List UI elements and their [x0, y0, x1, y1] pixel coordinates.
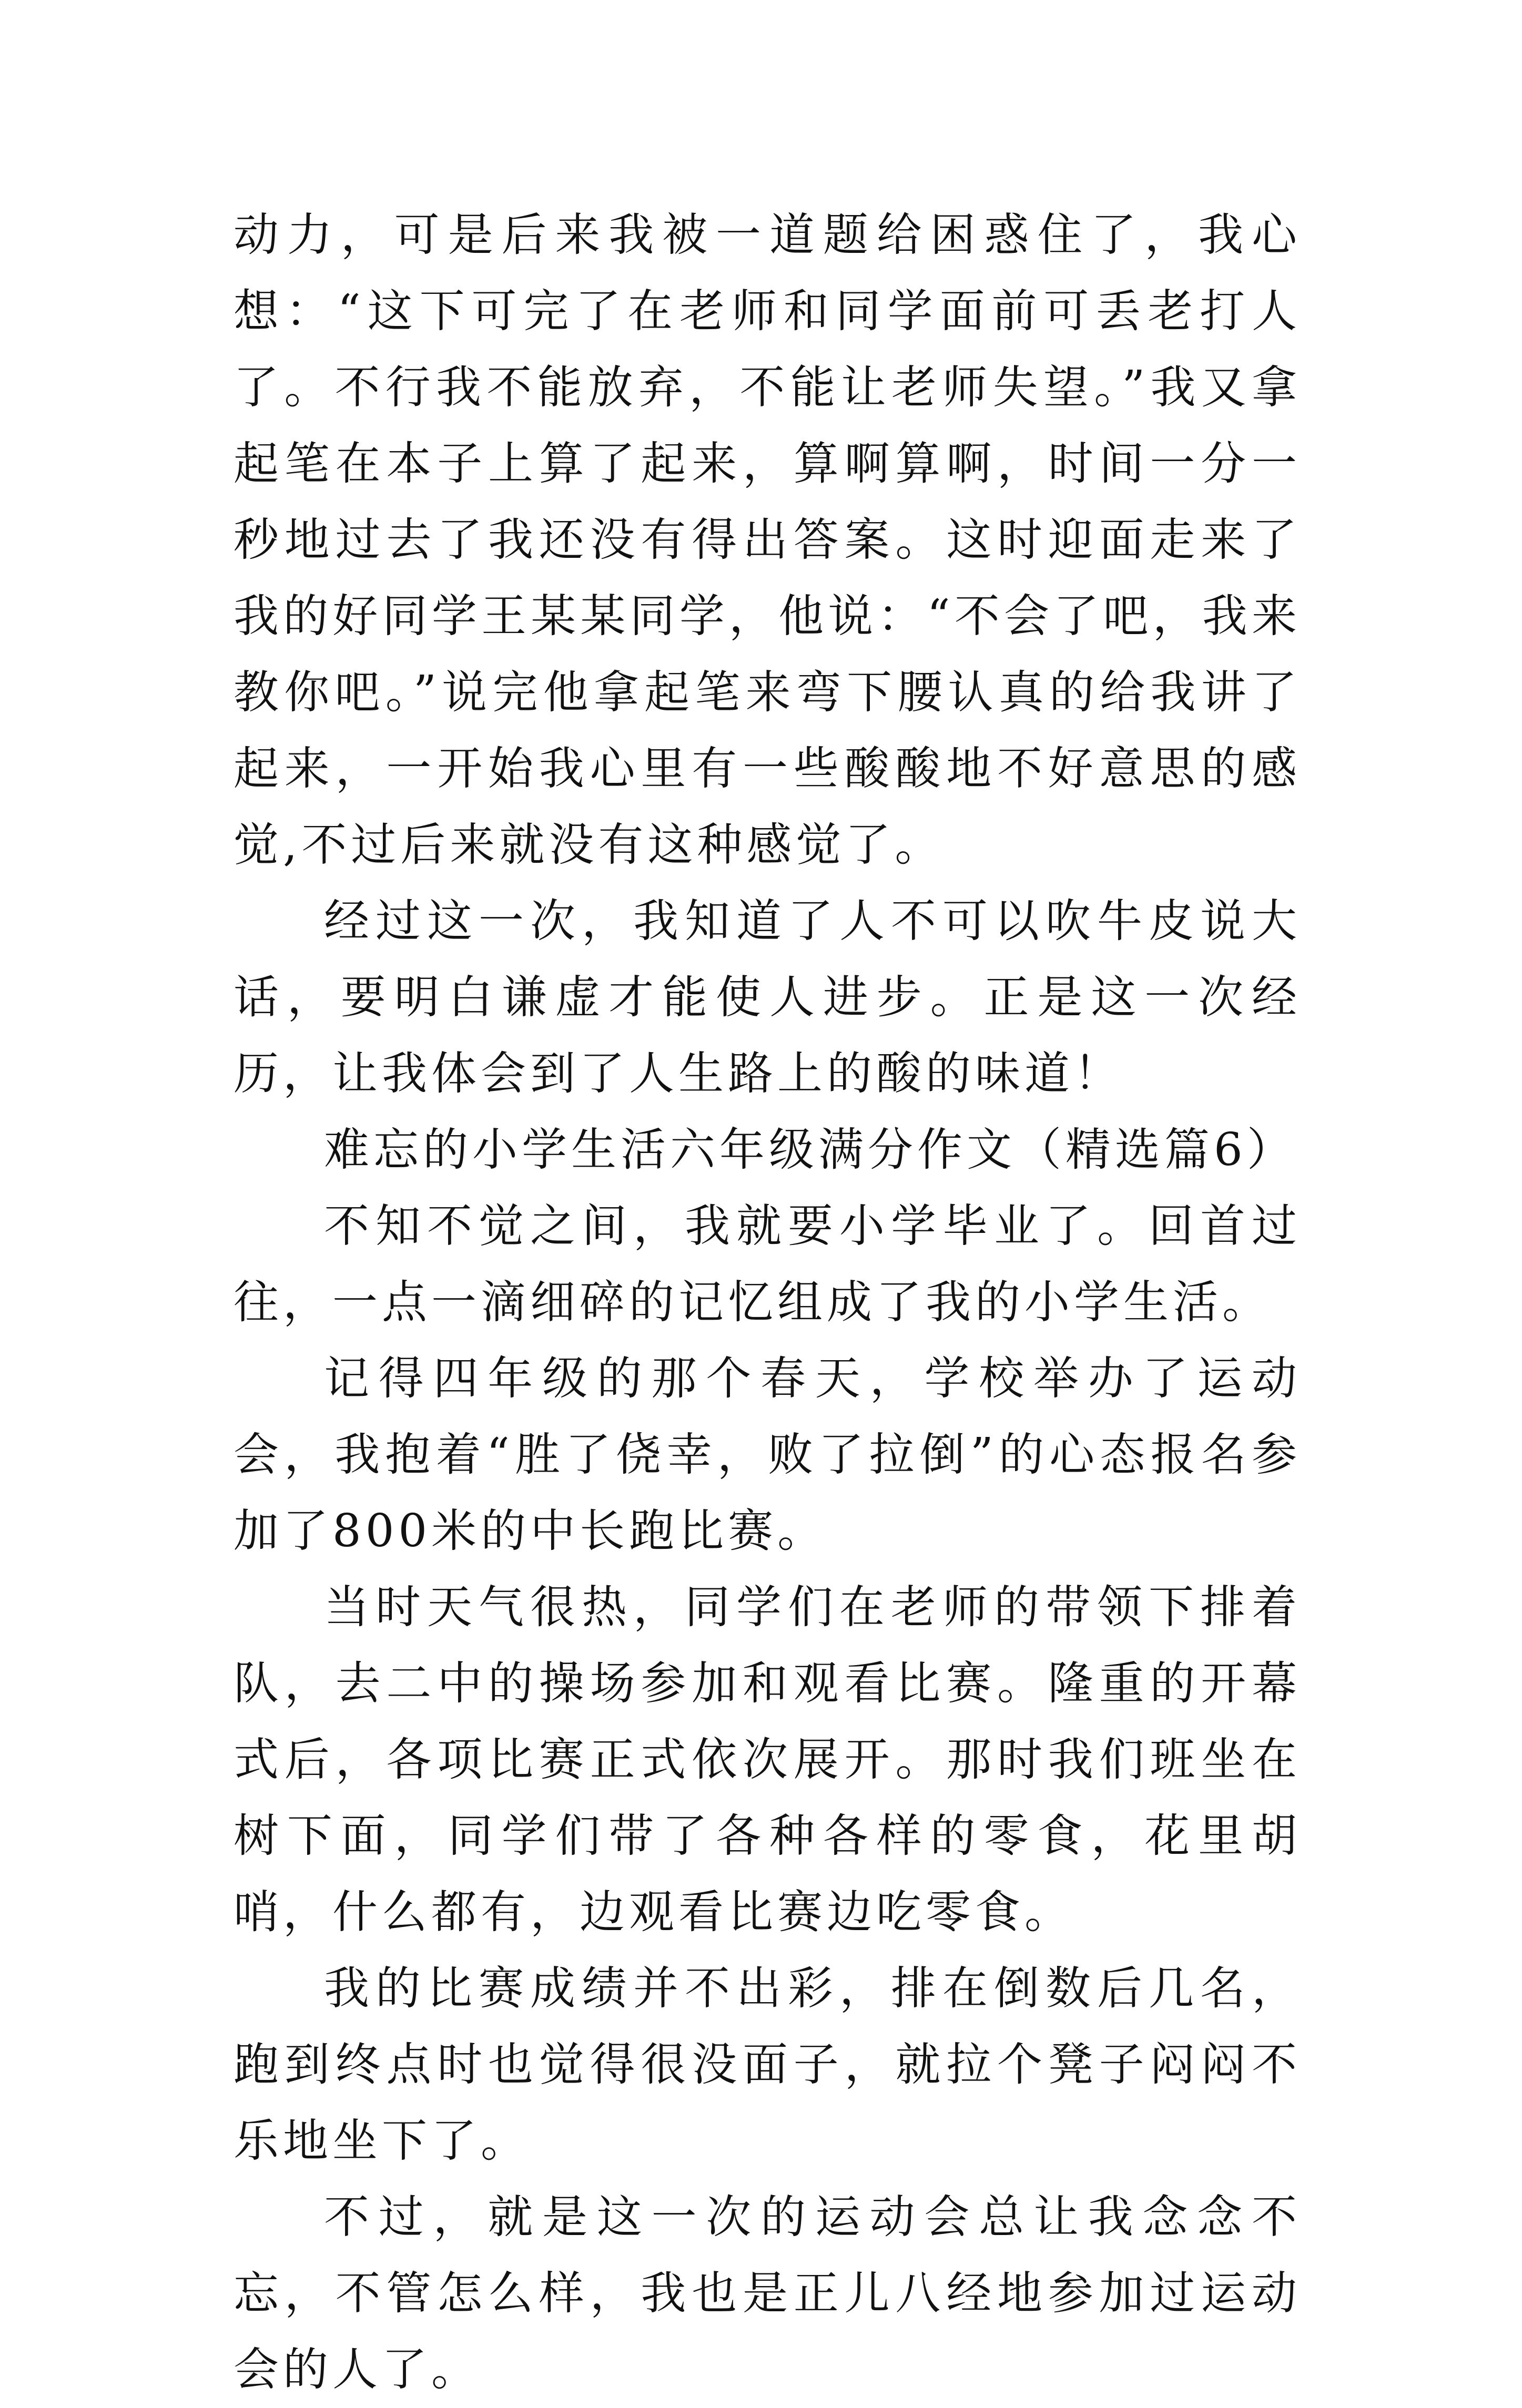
document-body [234, 197, 1301, 2408]
section-title: 难忘的小学生活六年级满分作文（精选篇6） [324, 1124, 1296, 1176]
paragraph: 记得四年级的那个春天，学校举办了运动会，我抱着“胜了侥幸，败了拉倒”的心态报名参加了800米的中长跑比赛。 [234, 1352, 1301, 1557]
paragraph-continued: 动力，可是后来我被一道题给困惑住了，我心想：“这下可完了在老师和同学面前可丢老打人了。不行我不能放弃，不能让老师失望。”我又拿起笔在本子上算了起来，算啊算啊，时间一分一秒地过去了我还没有得出答案。这时迎面走来了我的好同学王某某同学，他说：“不会了吧，我来教你吧。”说完他拿起笔来弯下腰认真的给我讲了起来，一开始我心里有一些酸酸地不好意思的感觉,不过后来就没有这种感觉了。 [234, 209, 1301, 871]
paragraph: 当时天气很热，同学们在老师的带领下排着队，去二中的操场参加和观看比赛。隆重的开幕式后，各项比赛正式依次展开。那时我们班坐在树下面，同学们带了各种各样的零食，花里胡哨，什么都有，边观看比赛边吃零食。 [234, 1581, 1301, 1938]
paragraph: 不过，就是这一次的运动会总让我念念不忘，不管怎么样，我也是正儿八经地参加过运动会的人了。 [234, 2191, 1301, 2396]
paragraph: 不知不觉之间，我就要小学毕业了。回首过往，一点一滴细碎的记忆组成了我的小学生活。 [234, 1200, 1301, 1329]
paragraph-conclusion: 经过这一次，我知道了人不可以吹牛皮说大话，要明白谦虚才能使人进步。正是这一次经历，让我体会到了人生路上的酸的味道！ [234, 895, 1301, 1100]
paragraph: 我的比赛成绩并不出彩，排在倒数后几名，跑到终点时也觉得很没面子，就拉个凳子闷闷不乐地坐下了。 [234, 1962, 1301, 2167]
